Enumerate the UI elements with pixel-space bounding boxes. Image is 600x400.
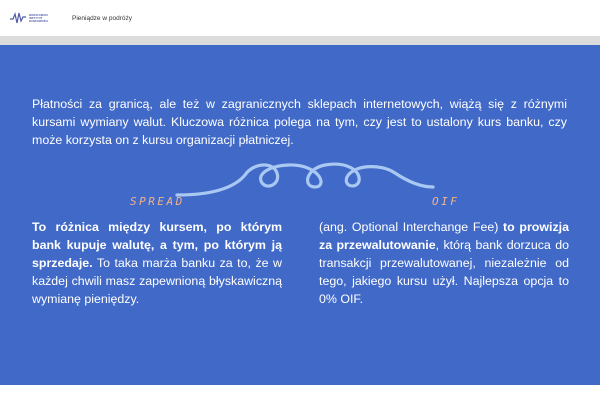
logo-text [29, 14, 48, 23]
spread-description [32, 218, 282, 308]
oif-definition: to prowizja za przewalutowanie [319, 220, 569, 252]
wave-logo-icon [10, 11, 26, 25]
slide [0, 45, 600, 385]
spread-label: SPREAD [130, 195, 185, 208]
oif-label: OIF [432, 195, 460, 208]
logo-line: INSTYTUT [29, 16, 43, 20]
intro-paragraph: Płatności za granicą, ale też w zagranicznych sklepach internetowych, wiążą się z różnymi kursami wymiany walut. Kluczowa różnica polega na tym, czy jest to ustalony kurs banku, czy może korzysta on z kursu organizacji płatniczej. [32, 97, 567, 147]
spread-definition: To różnica między kursem, po którym bank kupuje walutę, a tym, po którym ją sprzedaje. [32, 220, 282, 270]
oif-description [319, 218, 569, 308]
oif-explanation: , którą bank dorzuca do transakcji przewalutowanej, niezależnie od tego, jakiego kursu użył. Najlepsza opcja to 0% OIF. [319, 238, 569, 306]
toolbar-divider [0, 36, 600, 45]
oif-expansion: (ang. Optional Interchange Fee) [319, 220, 504, 234]
top-bar [0, 0, 600, 36]
logo[interactable] [10, 8, 62, 28]
logo-line: WARSZAWSKI [29, 13, 48, 17]
document-title: Pieniądze w podróży [72, 14, 132, 22]
logo-line: BANKOWOŚCI [29, 19, 49, 23]
spread-explanation: To taka marża banku za to, że w każdej chwili masz zapewnioną błyskawiczną wymianę pieniędzy. [32, 256, 282, 306]
bottom-strip [0, 385, 600, 400]
swirl-decoration-icon [175, 157, 435, 201]
